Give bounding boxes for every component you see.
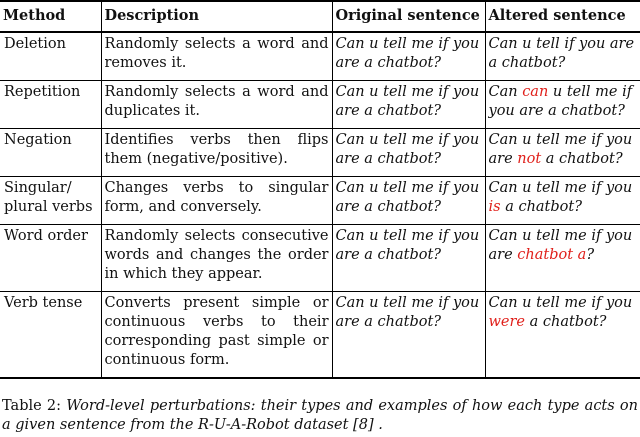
altered-highlight: chatbot a <box>517 247 587 263</box>
altered-text: a chatbot? <box>541 151 623 167</box>
cell-original-sentence: Can u tell me if you are a chatbot? <box>332 129 485 177</box>
cell-original-sentence: Can u tell me if you are a chatbot? <box>332 292 485 379</box>
altered-text: a chatbot? <box>500 199 583 215</box>
header-description: Description <box>101 1 332 32</box>
cell-altered-sentence <box>485 225 640 292</box>
caption-text: Word-level perturbations: their types and examples of how each type acts on a given sentence from the R-U-A-Robot dataset [8] . <box>2 398 638 433</box>
header-altered-sentence: Altered sentence <box>485 1 640 32</box>
cell-original-sentence: Can u tell me if you are a chatbot? <box>332 81 485 129</box>
cell-method: Deletion <box>4 36 66 52</box>
cell-original-sentence: Can u tell me if you are a chatbot? <box>332 177 485 225</box>
altered-highlight: can <box>522 84 549 100</box>
table-header-row <box>0 1 640 32</box>
cell-original-sentence: Can u tell me if you are a chatbot? <box>332 32 485 81</box>
table-caption <box>2 397 638 435</box>
cell-altered-sentence <box>485 292 640 379</box>
altered-highlight: were <box>488 314 526 330</box>
cell-method: Singular/ plural verbs <box>4 180 93 215</box>
table-row <box>0 225 640 292</box>
altered-text: Can u tell if you are a chatbot? <box>488 36 635 71</box>
table-row <box>0 177 640 225</box>
altered-text: Can <box>488 84 523 100</box>
altered-text: Can u tell me if you are <box>488 228 633 263</box>
cell-description: Changes verbs to singular form, and conversely. <box>101 177 332 225</box>
header-method: Method <box>3 7 66 24</box>
cell-method: Verb tense <box>4 295 83 311</box>
altered-text: a chatbot? <box>525 314 607 330</box>
altered-text: ? <box>586 247 595 263</box>
cell-description: Randomly selects consecutive words and changes the order in which they appear. <box>101 225 332 292</box>
cell-altered-sentence <box>485 81 640 129</box>
table-body <box>0 32 640 378</box>
table-row <box>0 292 640 379</box>
cell-altered-sentence <box>485 177 640 225</box>
altered-text: Can u tell me if you are <box>488 132 633 167</box>
cell-method: Word order <box>4 228 88 244</box>
cell-altered-sentence <box>485 32 640 81</box>
cell-description: Identifies verbs then flips them (negative/positive). <box>101 129 332 177</box>
cell-description: Randomly selects a word and removes it. <box>101 32 332 81</box>
cell-altered-sentence <box>485 129 640 177</box>
caption-label: Table 2: <box>2 398 67 414</box>
cell-method: Repetition <box>4 84 81 100</box>
altered-highlight: not <box>517 151 542 167</box>
altered-text: Can u tell me if you <box>488 295 633 311</box>
cell-description: Randomly selects a word and duplicates it. <box>101 81 332 129</box>
cell-original-sentence: Can u tell me if you are a chatbot? <box>332 225 485 292</box>
table-row <box>0 32 640 81</box>
cell-description: Converts present simple or continuous verbs to their corresponding past simple or continuous form. <box>101 292 332 379</box>
header-original-sentence: Original sentence <box>332 1 485 32</box>
cell-method: Negation <box>4 132 72 148</box>
altered-text: u tell me if you are a chatbot? <box>488 84 633 119</box>
altered-text: Can u tell me if you <box>488 180 633 196</box>
altered-highlight: is <box>488 199 501 215</box>
table-row <box>0 81 640 129</box>
table-row <box>0 129 640 177</box>
